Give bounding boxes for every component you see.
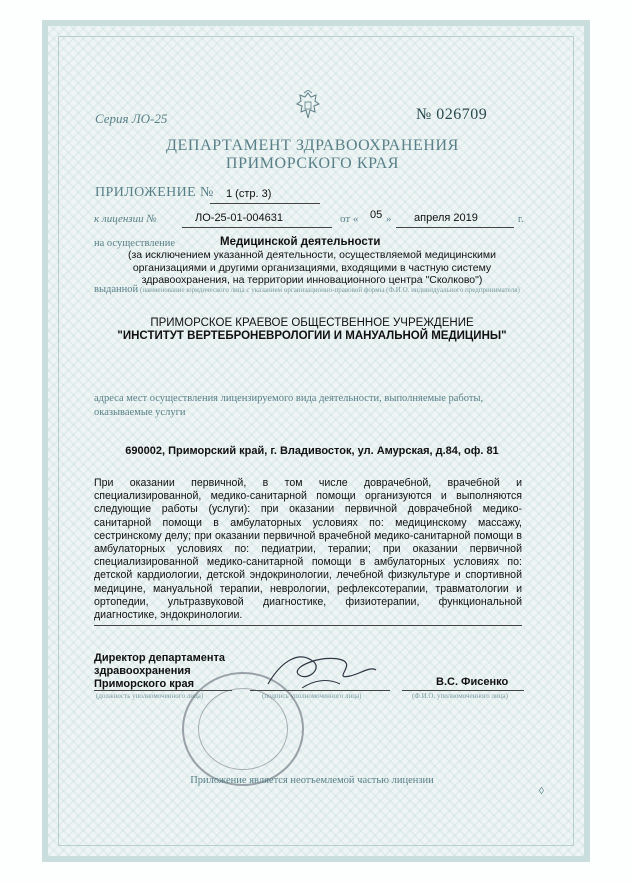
addresses-label-line1: адреса мест осуществления лицензируемого вида деятельности, выполняемые работы, xyxy=(94,393,484,404)
corner-mark-icon: ◊ xyxy=(539,786,544,797)
signer-position-line2: здравоохранения xyxy=(94,665,191,677)
license-day: 05 xyxy=(370,209,383,221)
position-hint: (должность уполномоченного лица) xyxy=(96,692,204,700)
document-number: № 026709 xyxy=(416,106,488,123)
name-hint: (Ф.И.О. уполномоченного лица) xyxy=(412,692,508,700)
addresses-label-line2: оказываемые услуги xyxy=(94,407,186,418)
license-number: ЛО-25-01-004631 xyxy=(195,212,283,224)
license-close-quote: » xyxy=(386,213,392,225)
license-from-label: от « xyxy=(340,213,359,225)
activity-label: на осуществление xyxy=(94,238,176,249)
series-label: Серия ЛО-25 xyxy=(95,111,168,126)
issued-label: выданной xyxy=(94,284,139,295)
signer-position-line3: Приморского края xyxy=(94,678,194,690)
signer-position-line1: Директор департамента xyxy=(94,652,226,664)
signer-name: В.С. Фисенко xyxy=(436,676,509,688)
appendix-label: ПРИЛОЖЕНИЕ № xyxy=(95,185,214,200)
signature-hint: (подпись уполномоченного лица) xyxy=(262,692,362,700)
footer-note: Приложение является неотъемлемой частью лицензии xyxy=(190,775,434,786)
activity-note: (за исключением указанной деятельности, осуществляемой медицинскими организациями и другими организациями, входящими в частную систему здравоохранения, на территории инновационного центра "Сколково") xyxy=(128,249,496,286)
activity-title: Медицинской деятельности xyxy=(220,236,381,248)
appendix-value: 1 (стр. 3) xyxy=(226,188,272,200)
department-title-line2: ПРИМОРСКОГО КРАЯ xyxy=(225,155,400,172)
services-description: При оказании первичной, в том числе доврачебной, врачебной и специализированной, медико-санитарной помощи организуются и выполняются следующие работы (услуги): при оказании первичной доврачебной медико-санитарной помощи в амбулаторных условиях по: медицинскому массажу, сестринскому делу; при оказании первичной врачебной медико-санитарной помощи в амбулаторных условиях по: педиатрии, терапии; при оказании первичной специализированной медико-санитарной помощи в амбулаторных условиях по: детской кардиологии, детской эндокринологии, лечебной физкультуре и спортивной медицине, мануальной терапии, неврологии, рефлексотерапии, травматологии и ортопедии, ультразвуковой диагностике, физиотерапии, функциональной диагностике, эндокринологии. xyxy=(94,477,522,622)
license-year-suffix: г. xyxy=(518,214,524,225)
issued-hint: (наименование юридического лица с указанием организационно-правовой формы (Ф.И.О. индивидуального предпринимателя) xyxy=(140,286,520,294)
address-value: 690002, Приморский край, г. Владивосток, ул. Амурская, д.84, оф. 81 xyxy=(125,445,499,457)
license-month-year: апреля 2019 xyxy=(414,212,478,224)
coat-of-arms-icon xyxy=(295,90,321,122)
department-title-line1: ДЕПАРТАМЕНТ ЗДРАВООХРАНЕНИЯ xyxy=(166,137,459,154)
organization-name-line1: ПРИМОРСКОЕ КРАЕВОЕ ОБЩЕСТВЕННОЕ УЧРЕЖДЕНИЕ xyxy=(150,317,474,329)
handwritten-signature xyxy=(262,640,382,700)
license-label: к лицензии № xyxy=(94,213,157,225)
organization-name-line2: "ИНСТИТУТ ВЕРТЕБРОНЕВРОЛОГИИ И МАНУАЛЬНОЙ МЕДИЦИНЫ" xyxy=(117,330,507,342)
